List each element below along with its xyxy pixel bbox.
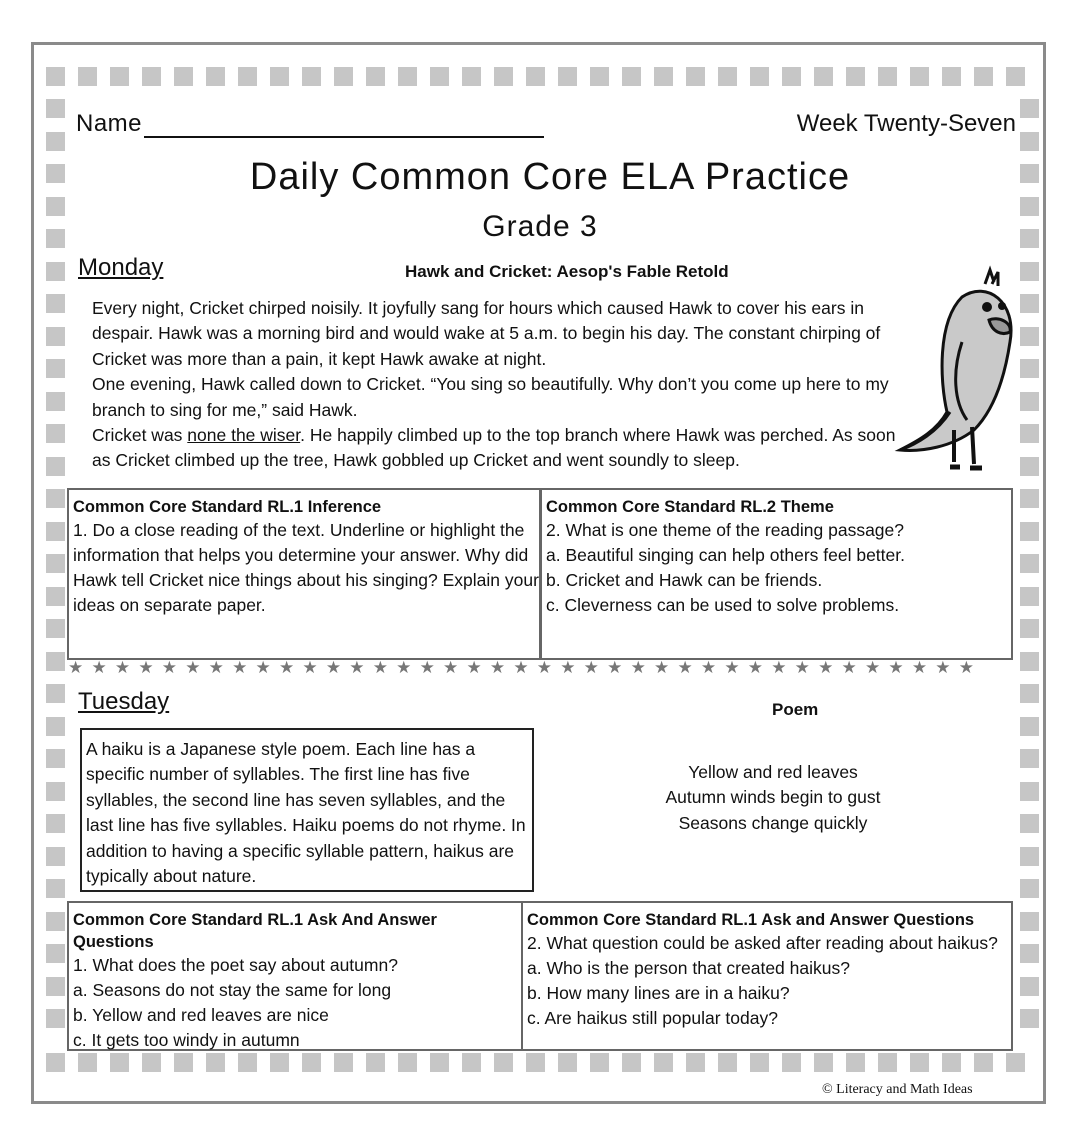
border-square (46, 424, 65, 443)
border-square (462, 67, 481, 86)
name-field[interactable] (76, 110, 544, 138)
border-square (270, 1053, 289, 1072)
standard-header: Common Core Standard RL.1 Ask And Answer Questions (73, 911, 437, 951)
border-square (238, 1053, 257, 1072)
border-square (462, 1053, 481, 1072)
reading-passage (78, 296, 908, 474)
border-square (46, 132, 65, 151)
border-square (46, 782, 65, 801)
border-square (494, 1053, 513, 1072)
answer-option-a[interactable]: a. Seasons do not stay the same for long (73, 980, 392, 1000)
week-label: Week Twenty-Seven (796, 110, 1016, 137)
border-square (1020, 294, 1039, 313)
tuesday-question-2 (521, 901, 1013, 1051)
border-square (46, 587, 65, 606)
border-square (910, 1053, 929, 1072)
grade-subtitle: Grade 3 (482, 210, 598, 243)
border-square (142, 67, 161, 86)
border-square (206, 1053, 225, 1072)
border-square (46, 749, 65, 768)
border-square (878, 67, 897, 86)
border-square (750, 67, 769, 86)
border-square (46, 652, 65, 671)
border-square (46, 717, 65, 736)
border-square (174, 1053, 193, 1072)
border-square (46, 977, 65, 996)
border-square (302, 1053, 321, 1072)
border-square (686, 67, 705, 86)
answer-option-c[interactable]: c. Are haikus still popular today? (527, 1008, 778, 1028)
border-square (110, 67, 129, 86)
border-square (206, 67, 225, 86)
border-square (718, 67, 737, 86)
passage-paragraph-1: Every night, Cricket chirped noisily. It joyfully sang for hours which caused Hawk to cover his ears in despair. Hawk was a morning bird and would wake at 5 a.m. to begin his day. The constant chirping of Cricket was more than a pain, it kept Hawk awake at night. (92, 298, 881, 369)
answer-option-a[interactable]: a. Beautiful singing can help others feel better. (546, 545, 905, 565)
border-square (942, 67, 961, 86)
question-line: 1. What does the poet say about autumn? (73, 955, 398, 975)
border-square (78, 67, 97, 86)
border-square (910, 67, 929, 86)
name-blank-line[interactable] (144, 114, 544, 138)
border-square (46, 327, 65, 346)
border-square (814, 67, 833, 86)
underlined-phrase: none the wiser (187, 425, 301, 446)
border-square (1020, 912, 1039, 931)
border-square (1006, 1053, 1025, 1072)
border-square (974, 1053, 993, 1072)
border-square (654, 1053, 673, 1072)
tuesday-question-1 (67, 901, 523, 1051)
border-square (46, 392, 65, 411)
border-square (46, 912, 65, 931)
border-square (46, 1009, 65, 1028)
border-square (430, 1053, 449, 1072)
copyright-text: © Literacy and Math Ideas (822, 1082, 973, 1097)
border-square (1020, 749, 1039, 768)
border-square (366, 67, 385, 86)
border-square (878, 1053, 897, 1072)
border-square (46, 1053, 65, 1072)
passage-paragraph-2: One evening, Hawk called down to Cricket. “You sing so beautifully. Why don’t you come up here to my branch to sing for me,” said Hawk. (92, 374, 889, 420)
border-square (46, 554, 65, 573)
tuesday-heading: Tuesday (78, 688, 170, 715)
border-square (1020, 782, 1039, 801)
border-square (1020, 457, 1039, 476)
question-line: 2. What is one theme of the reading passage? (546, 520, 905, 540)
border-square (366, 1053, 385, 1072)
border-square (1020, 392, 1039, 411)
border-square (622, 67, 641, 86)
border-square (718, 1053, 737, 1072)
answer-option-b[interactable]: b. How many lines are in a haiku? (527, 983, 790, 1003)
border-square (1020, 879, 1039, 898)
border-square (686, 1053, 705, 1072)
star-divider: ★★★★★★★★★★★★★★★★★★★★★★★★★★★★★★★★★★★★★★★ (68, 658, 983, 677)
border-square (558, 1053, 577, 1072)
border-square (558, 67, 577, 86)
border-square (46, 814, 65, 833)
border-square (142, 1053, 161, 1072)
border-square (590, 1053, 609, 1072)
border-square (1020, 977, 1039, 996)
border-square (46, 99, 65, 118)
border-square (1006, 67, 1025, 86)
border-square (1020, 262, 1039, 281)
border-square (782, 67, 801, 86)
border-square (846, 67, 865, 86)
poem-line: Autumn winds begin to gust (665, 787, 881, 808)
answer-option-c[interactable]: c. Cleverness can be used to solve problems. (546, 595, 900, 615)
border-square (814, 1053, 833, 1072)
name-label: Name (76, 110, 143, 137)
standard-header: Common Core Standard RL.1 Inference (73, 498, 382, 516)
border-square (1020, 684, 1039, 703)
border-square (1020, 619, 1039, 638)
question-line: 2. What question could be asked after reading about haikus? (527, 933, 998, 953)
border-square (398, 1053, 417, 1072)
monday-question-1 (67, 488, 541, 660)
border-square (1020, 814, 1039, 833)
border-square (846, 1053, 865, 1072)
border-square (46, 522, 65, 541)
border-square (1020, 652, 1039, 671)
poem-heading: Poem (772, 700, 819, 719)
border-square (974, 67, 993, 86)
page-title: Daily Common Core ELA Practice (249, 156, 851, 198)
answer-option-b[interactable]: b. Cricket and Hawk can be friends. (546, 570, 823, 590)
poem-line: Seasons change quickly (678, 812, 868, 833)
border-square (942, 1053, 961, 1072)
answer-option-a[interactable]: a. Who is the person that created haikus? (527, 958, 850, 978)
haiku-info-box: A haiku is a Japanese style poem. Each line has a specific number of syllables. The first line has five syllables, the second line has seven syllables, and the last line has five syllables. Haiku poems do not rhyme. In addition to having a specific syllable pattern, haikus are typically about nature. (80, 728, 534, 892)
border-square (1020, 847, 1039, 866)
border-square (1020, 1009, 1039, 1028)
border-square (1020, 717, 1039, 736)
border-square (1020, 522, 1039, 541)
border-square (430, 67, 449, 86)
border-square (1020, 132, 1039, 151)
border-square (782, 1053, 801, 1072)
border-square (238, 67, 257, 86)
border-square (590, 67, 609, 86)
monday-question-2 (540, 488, 1013, 660)
passage-paragraph-3: Cricket was none the wiser. He happily climbed up to the top branch where Hawk was perched. As soon as Cricket climbed up the tree, Hawk gobbled up Cricket and went soundly to sleep. (92, 425, 896, 471)
border-square (46, 619, 65, 638)
poem-line: Yellow and red leaves (688, 762, 858, 782)
border-square (526, 1053, 545, 1072)
border-square (46, 684, 65, 703)
border-square (622, 1053, 641, 1072)
border-square (1020, 424, 1039, 443)
border-square (334, 67, 353, 86)
border-square (46, 847, 65, 866)
monday-heading: Monday (78, 254, 164, 281)
border-square (46, 262, 65, 281)
border-square (750, 1053, 769, 1072)
border-square (1020, 327, 1039, 346)
border-square (526, 67, 545, 86)
border-square (334, 1053, 353, 1072)
answer-option-c[interactable]: c. It gets too windy in autumn (73, 1030, 300, 1050)
border-square (270, 67, 289, 86)
answer-option-b[interactable]: b. Yellow and red leaves are nice (73, 1005, 329, 1025)
bird-illustration (892, 262, 1022, 482)
border-square (302, 67, 321, 86)
border-square (494, 67, 513, 86)
border-square (1020, 359, 1039, 378)
question-line: Hawk tell Cricket nice things about his singing? Explain your (73, 570, 539, 590)
border-square (46, 294, 65, 313)
border-square (46, 359, 65, 378)
border-square (1020, 489, 1039, 508)
haiku-poem (640, 760, 906, 836)
standard-header: Common Core Standard RL.2 Theme (546, 498, 834, 516)
border-square (174, 67, 193, 86)
border-square (46, 879, 65, 898)
border-square (654, 67, 673, 86)
border-square (1020, 99, 1039, 118)
border-square (46, 457, 65, 476)
border-square (46, 489, 65, 508)
border-square (46, 67, 65, 86)
passage-title: Hawk and Cricket: Aesop's Fable Retold (405, 262, 729, 281)
border-square (110, 1053, 129, 1072)
question-line: 1. Do a close reading of the text. Underline or highlight the (73, 520, 525, 540)
border-square (78, 1053, 97, 1072)
border-square (398, 67, 417, 86)
border-square (1020, 554, 1039, 573)
standard-header: Common Core Standard RL.1 Ask and Answer Questions (527, 911, 975, 929)
border-square (46, 944, 65, 963)
question-line: ideas on separate paper. (73, 595, 266, 615)
border-square (1020, 587, 1039, 606)
border-square (1020, 944, 1039, 963)
question-line: information that helps you determine your answer. Why did (73, 545, 529, 565)
